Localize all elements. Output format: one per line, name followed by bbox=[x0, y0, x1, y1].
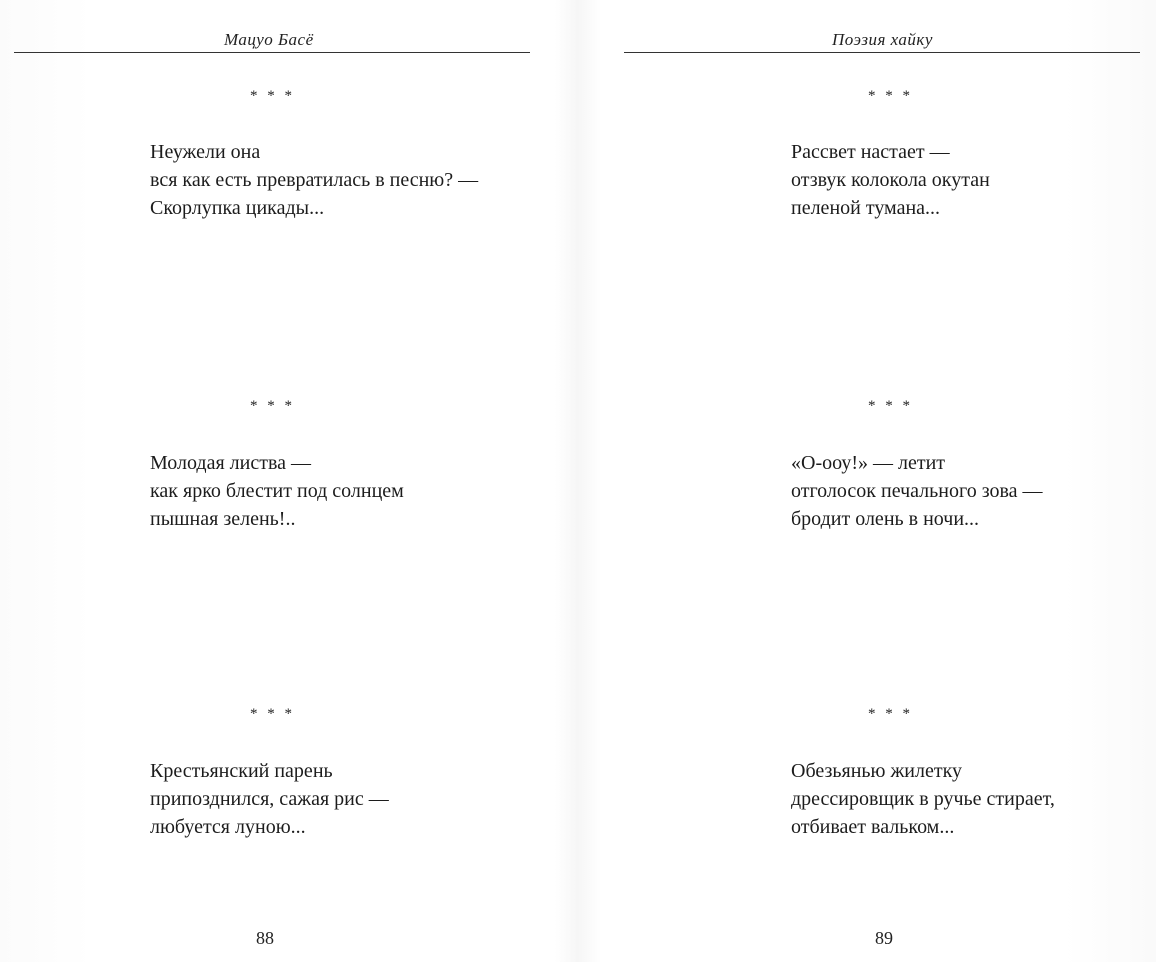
poem-separator: * * * bbox=[868, 398, 913, 414]
poem-separator: * * * bbox=[250, 706, 295, 722]
right-page bbox=[578, 0, 1156, 962]
header-rule bbox=[14, 52, 530, 53]
haiku-line: Рассвет настает — bbox=[791, 141, 950, 163]
haiku-line: пеленой тумана... bbox=[791, 197, 941, 219]
haiku bbox=[150, 757, 389, 841]
haiku bbox=[791, 449, 1043, 533]
header-rule bbox=[624, 52, 1140, 53]
haiku-line: Обезьянью жилетку bbox=[791, 760, 963, 782]
running-head-author: Мацуо Басё bbox=[224, 30, 314, 49]
haiku-line: отбивает вальком... bbox=[791, 816, 955, 838]
haiku-line: отзвук колокола окутан bbox=[791, 169, 990, 191]
haiku-line: как ярко блестит под солнцем bbox=[150, 480, 404, 502]
haiku-line: пышная зелень!.. bbox=[150, 508, 296, 530]
haiku-line: дрессировщик в ручье стирает, bbox=[791, 788, 1055, 810]
haiku-line: Молодая листва — bbox=[150, 452, 312, 474]
page-number: 88 bbox=[256, 928, 274, 948]
haiku bbox=[791, 757, 1055, 841]
haiku-line: припозднился, сажая рис — bbox=[150, 788, 389, 810]
page-number: 89 bbox=[875, 928, 893, 948]
haiku bbox=[150, 449, 404, 533]
haiku-line: отголосок печального зова — bbox=[791, 480, 1043, 502]
haiku-line: любуется луною... bbox=[150, 816, 306, 838]
haiku-line: Крестьянский парень bbox=[150, 760, 333, 782]
haiku bbox=[791, 138, 990, 222]
poem-separator: * * * bbox=[868, 706, 913, 722]
running-head-title: Поэзия хайку bbox=[832, 30, 933, 49]
haiku-line: вся как есть превратилась в песню? — bbox=[150, 169, 479, 191]
haiku-line: Неужели она bbox=[150, 141, 261, 163]
haiku-line: бродит олень в ночи... bbox=[791, 508, 980, 530]
poem-separator: * * * bbox=[868, 88, 913, 104]
haiku-line: «О-ооу!» — летит bbox=[791, 452, 946, 474]
poem-separator: * * * bbox=[250, 88, 295, 104]
haiku-line: Скорлупка цикады... bbox=[150, 197, 325, 219]
haiku bbox=[150, 138, 478, 222]
poem-separator: * * * bbox=[250, 398, 295, 414]
